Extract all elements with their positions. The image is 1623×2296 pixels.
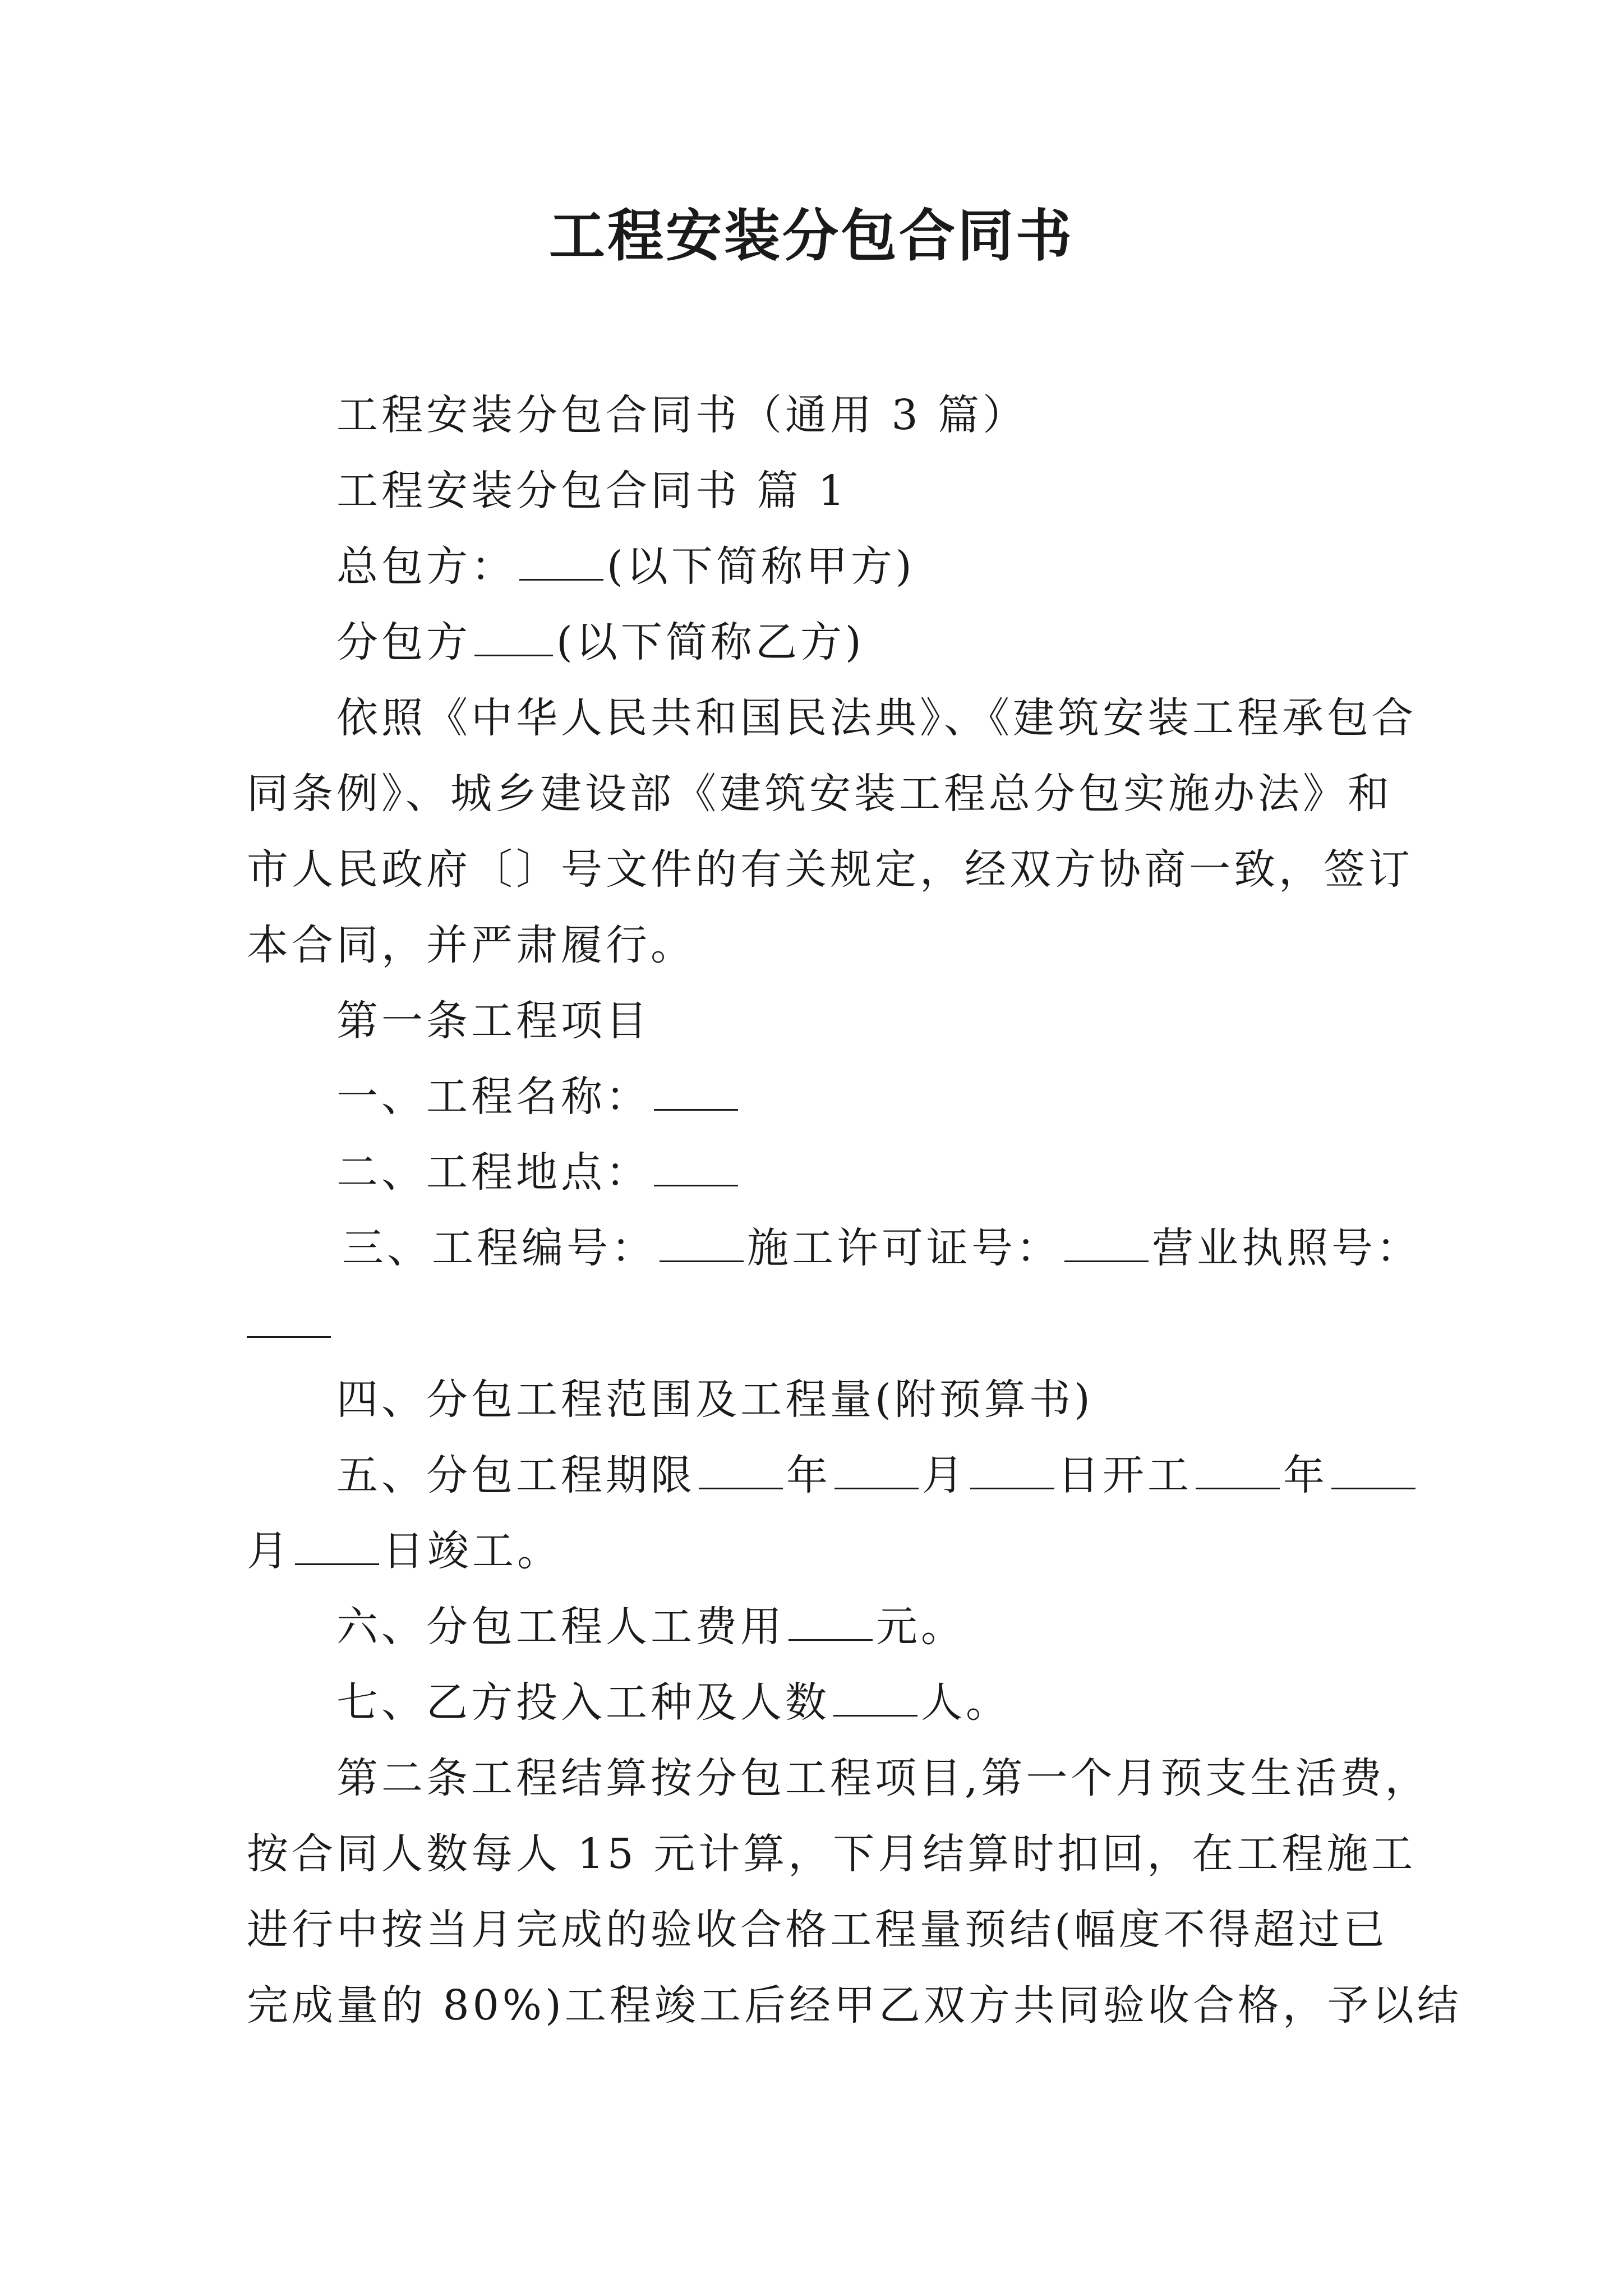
subcontractor-blank — [474, 620, 553, 656]
project-location-label: 二、工程地点： — [336, 1148, 651, 1197]
duration-label: 五、分包工程期限 — [336, 1451, 695, 1499]
workers-label: 七、乙方投入工种及人数 — [336, 1678, 830, 1727]
project-location-line — [336, 1144, 741, 1200]
project-number-label: 三、工程编号： — [342, 1224, 656, 1272]
month-label: 月 — [247, 1527, 292, 1575]
general-contractor-line — [336, 539, 915, 595]
completion-label: 日竣工。 — [382, 1527, 562, 1575]
paragraph-text: 按合同人数每人 15 元计算，下月结算时扣回，在工程施工 — [247, 1830, 1417, 1878]
paragraph-line — [247, 1902, 1388, 1958]
year-label: 年 — [1283, 1451, 1328, 1499]
permit-number-label: 施工许可证号： — [747, 1224, 1061, 1272]
paragraph-text: 本合同，并严肃履行。 — [247, 921, 695, 969]
project-name-label: 一、工程名称： — [336, 1073, 651, 1121]
project-number-line — [342, 1220, 1421, 1276]
scope-text: 四、分包工程范围及工程量(附预算书) — [336, 1375, 1094, 1424]
labor-cost-blank — [789, 1604, 873, 1641]
paragraph-text: 市人民政府〔〕号文件的有关规定，经双方协商一致，签订 — [247, 845, 1413, 894]
workers-line — [336, 1674, 1011, 1731]
start-year-blank — [699, 1453, 783, 1489]
section-heading-text: 工程安装分包合同书 篇 1 — [336, 467, 849, 515]
paragraph-text: 依照《中华人民共和国民法典》、《建筑安装工程承包合 — [336, 694, 1417, 742]
end-day-blank — [295, 1529, 379, 1565]
paragraph-line — [247, 1826, 1416, 1882]
paragraph-text: 同条例》、城乡建设部《建筑安装工程总分包实施办法》和 — [247, 770, 1393, 818]
license-number-label: 营业执照号： — [1152, 1224, 1421, 1272]
labor-cost-unit: 元。 — [876, 1603, 966, 1651]
paragraph-line — [247, 917, 695, 973]
paragraph-text: 第二条工程结算按分包工程项目,第一个月预支生活费， — [336, 1754, 1430, 1802]
project-location-blank — [654, 1150, 738, 1186]
paragraph-line — [247, 766, 1393, 822]
start-label: 日开工 — [1058, 1451, 1192, 1499]
license-number-continuation — [247, 1296, 334, 1352]
end-year-blank — [1196, 1453, 1280, 1489]
subcontractor-note: (以下简称乙方) — [556, 618, 865, 666]
project-number-blank — [660, 1226, 744, 1262]
section-heading-line — [336, 463, 848, 519]
year-label: 年 — [786, 1451, 831, 1499]
paragraph-text: 完成量的 80%)工程竣工后经甲乙双方共同验收合格，予以结 — [247, 1981, 1462, 2030]
subtitle-text: 工程安装分包合同书（通用 3 篇） — [336, 391, 1028, 439]
paragraph-line — [247, 841, 1413, 898]
labor-cost-label: 六、分包工程人工费用 — [336, 1603, 785, 1651]
end-month-blank — [1331, 1453, 1415, 1489]
start-day-blank — [970, 1453, 1054, 1489]
duration-continuation — [247, 1523, 562, 1579]
article-heading-line — [336, 993, 651, 1049]
permit-number-blank — [1064, 1226, 1149, 1262]
workers-blank — [833, 1680, 917, 1717]
general-contractor-blank — [519, 544, 603, 581]
license-number-blank — [247, 1301, 331, 1338]
paragraph-line — [336, 690, 1417, 746]
document-title: 工程安装分包合同书 — [549, 203, 1074, 269]
scope-line — [336, 1372, 1094, 1428]
subcontractor-line — [336, 614, 865, 670]
subtitle-line — [336, 387, 1027, 443]
paragraph-text: 进行中按当月完成的验收合格工程量预结(幅度不得超过已 — [247, 1906, 1388, 1954]
general-contractor-label: 总包方： — [336, 542, 516, 591]
subcontractor-label: 分包方 — [336, 618, 471, 666]
labor-cost-line — [336, 1599, 966, 1655]
general-contractor-note: (以下简称甲方) — [607, 542, 915, 591]
duration-line — [336, 1447, 1419, 1503]
paragraph-line — [247, 1977, 1462, 2033]
month-label: 月 — [922, 1451, 967, 1499]
project-name-line — [336, 1069, 741, 1125]
start-month-blank — [834, 1453, 919, 1489]
project-name-blank — [654, 1074, 738, 1111]
article-heading-text: 第一条工程项目 — [336, 997, 651, 1045]
workers-unit: 人。 — [921, 1678, 1011, 1727]
paragraph-line — [336, 1750, 1430, 1806]
